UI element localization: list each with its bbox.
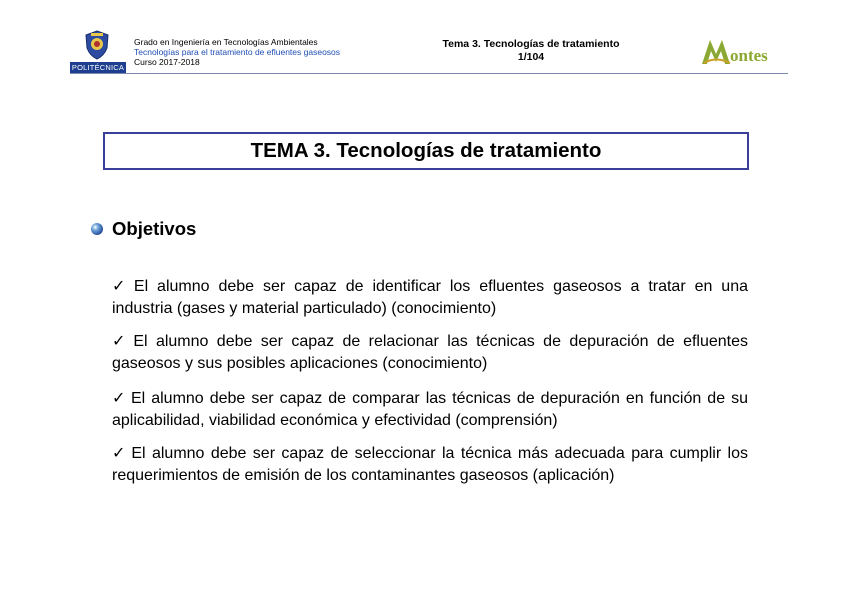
header-divider <box>70 73 788 74</box>
header-topic-title: Tema 3. Tecnologías de tratamiento <box>442 38 620 50</box>
montes-logo-text: ontes <box>730 46 768 65</box>
check-icon: ✓ <box>112 390 127 407</box>
objective-item <box>112 276 748 320</box>
upm-logo <box>70 30 126 74</box>
subject-name: Tecnologías para el tratamiento de efluentes gaseosos <box>134 47 341 57</box>
section-title: Objetivos <box>112 218 197 239</box>
objective-item <box>112 388 748 432</box>
objective-text: El alumno debe ser capaz de seleccionar la técnica más adecuada para cumplir los requerimientos de emisión de los contaminantes gaseosos (aplicación) <box>112 445 749 484</box>
page-number: 1/104 <box>517 51 545 63</box>
slide-title: TEMA 3. Tecnologías de tratamiento <box>103 132 749 170</box>
header-topic <box>400 38 662 64</box>
course-year: Curso 2017-2018 <box>134 57 200 67</box>
objectives-list <box>112 276 748 498</box>
check-icon: ✓ <box>112 333 130 350</box>
course-info <box>134 37 340 67</box>
objective-item <box>112 331 748 375</box>
section-bullet-icon <box>91 223 103 235</box>
montes-logo <box>700 36 780 66</box>
check-icon: ✓ <box>112 445 128 462</box>
check-icon: ✓ <box>112 278 130 295</box>
objective-text: El alumno debe ser capaz de relacionar las técnicas de depuración de efluentes gaseosos y sus posibles aplicaciones (conocimiento) <box>112 333 749 372</box>
objective-text: El alumno debe ser capaz de comparar las técnicas de depuración en función de su aplicabilidad, viabilidad económica y efectividad (comprensión) <box>112 390 749 429</box>
upm-seal-icon <box>84 30 110 60</box>
objective-item <box>112 443 748 487</box>
degree-name: Grado en Ingeniería en Tecnologías Ambientales <box>134 37 318 47</box>
slide-header <box>0 0 848 80</box>
objective-text: El alumno debe ser capaz de identificar los efluentes gaseosos a tratar en una industria (gases y material particulado) (conocimiento) <box>112 278 748 317</box>
upm-logo-text: POLITÉCNICA <box>71 63 125 72</box>
